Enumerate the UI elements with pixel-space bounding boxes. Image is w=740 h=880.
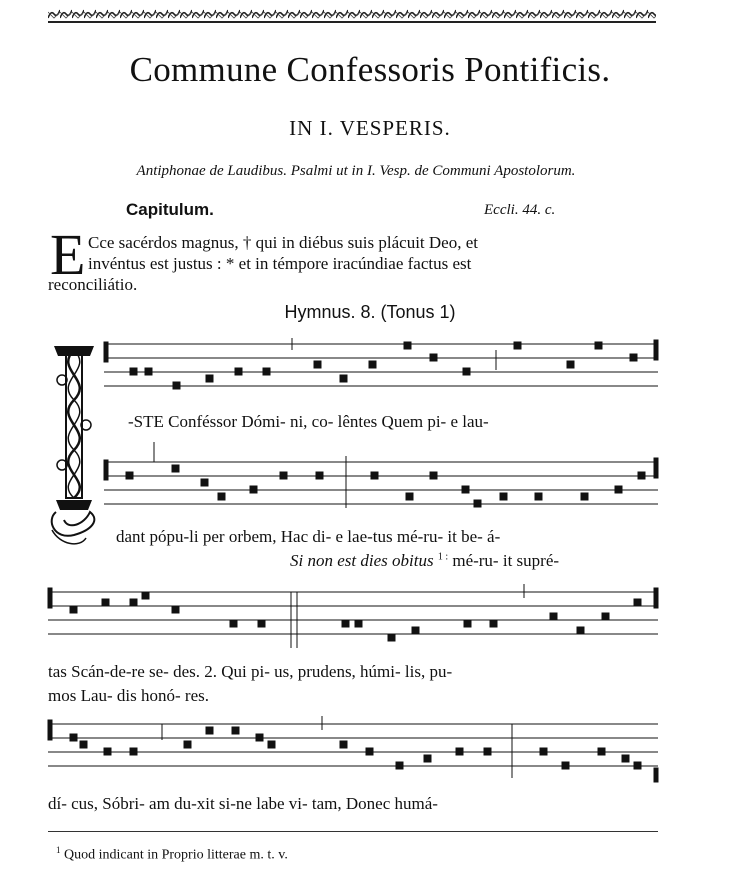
lyric-variant-rest: mé-ru- it supré- [452,551,560,570]
lyric-line-3b: mos Lau- dis honó- res. [48,686,210,705]
drop-cap-initial: E [50,222,86,287]
hymn-heading: Hymnus. 8. (Tonus 1) [284,302,456,322]
footnote-mark: 1 : [437,551,449,563]
page-title: Commune Confessoris Pontificis. [129,50,611,89]
staff-2 [104,442,658,508]
footnote [56,845,288,864]
lyric-variant-italic: Si non est dies obitus [290,551,434,570]
lyric-line-3: tas Scán-de-re se- des. 2. Qui pi- us, prudens, húmi- lis, pu- [48,662,453,681]
capitulum-line-3: reconciliátio. [48,275,138,294]
footnote-text: Quod indicant in Proprio litterae m. t. v. [64,847,288,863]
staff-1 [104,338,658,389]
lyric-line-4: dí- cus, Sóbri- am du-xit si-ne labe vi- tam, Donec humá- [48,794,438,813]
lyric-line-2: dant pópu-li per orbem, Hac di- e lae-tus mé-ru- it be- á- [116,527,501,546]
svg-text:I: I [73,342,75,348]
ornamental-border [48,8,656,20]
top-rule [48,21,656,23]
capitulum-line-1: Cce sacérdos magnus, † qui in diébus suis plácuit Deo, et [88,233,478,252]
section-subtitle: IN I. VESPERIS. [289,116,451,140]
staff-4 [48,716,658,782]
capitulum-reference: Eccli. 44. c. [484,202,556,218]
lyric-line-2b [290,551,559,571]
footnote-number: 1 [56,845,61,855]
capitulum-line-2: invéntus est justus : * et in témpore iracúndiae factus est [88,254,472,273]
footnote-rule [48,831,658,832]
lyric-line-1: -STE Conféssor Dómi- ni, co- lêntes Quem pi- e lau- [128,412,489,431]
staff-3 [48,584,658,648]
capitulum-label: Capitulum. [126,200,214,219]
rubric: Antiphonae de Laudibus. Psalmi ut in I. Vesp. de Communi Apostolorum. [136,163,576,179]
